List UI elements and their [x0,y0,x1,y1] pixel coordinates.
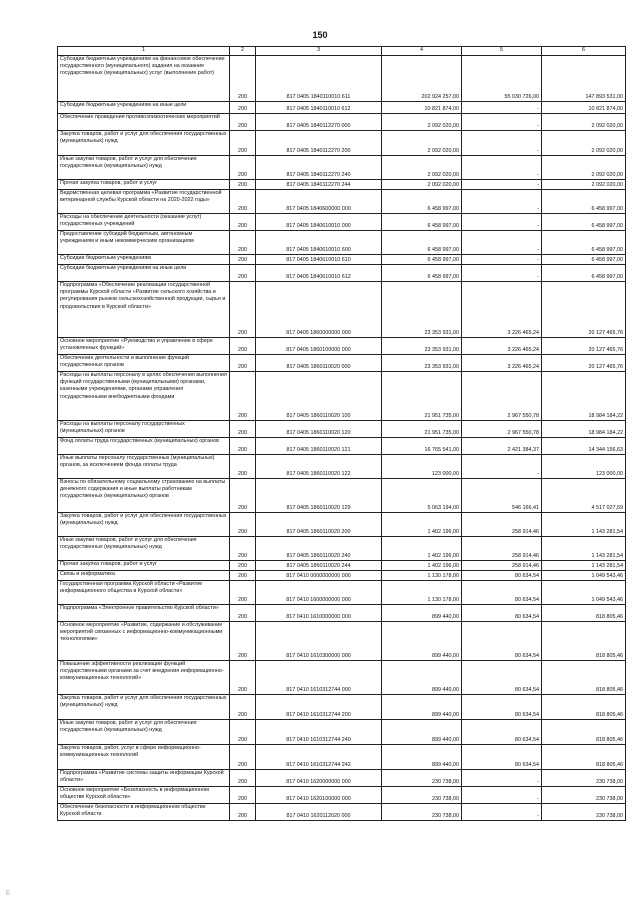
table-row [58,255,626,265]
row-executed-amount-cell: 258 914,46 [462,537,542,561]
table-row [58,804,626,821]
row-line-code-cell: 200 [230,695,256,720]
row-classification-cell: 817 0405 1840110010 612 [256,102,382,114]
row-line-code-cell: 200 [230,56,256,102]
row-line-code-cell: 200 [230,438,256,455]
row-line-code-cell: 200 [230,180,256,190]
row-line-code-cell: 200 [230,571,256,581]
row-classification-cell: 817 0410 1610000000 000 [256,605,382,622]
row-executed-amount-cell: 80 634,54 [462,661,542,695]
table-row [58,605,626,622]
row-classification-cell: 817 0405 1860110020 100 [256,372,382,421]
table-row [58,56,626,102]
row-line-code-cell: 200 [230,581,256,605]
row-classification-cell: 817 0405 1860000000 000 [256,282,382,338]
table-row [58,156,626,180]
row-classification-cell: 817 0405 1860110020 244 [256,561,382,571]
row-remaining-amount-cell: 818 805,46 [542,720,626,745]
row-classification-cell: 817 0405 1840610010 000 [256,214,382,231]
row-classification-cell: 817 0405 1860110020 129 [256,479,382,513]
table-row [58,661,626,695]
row-approved-amount-cell: 1 130 178,00 [382,571,462,581]
row-remaining-amount-cell: 6 458 997,00 [542,190,626,214]
row-approved-amount-cell: 6 458 997,00 [382,190,462,214]
row-name-cell: Закупка товаров, работ и услуг для обеспечения государственных (муниципальных) нужд [58,695,230,720]
row-name-cell: Повышение эффективности реализации функций государственными органами за счет внедрения информационно-коммуникационных технологий» [58,661,230,695]
table-row [58,695,626,720]
row-executed-amount-cell: - [462,255,542,265]
table-row [58,537,626,561]
row-executed-amount-cell: - [462,265,542,282]
row-name-cell: Основное мероприятие «Развитие, содержание и обслуживание мероприятий связанных с информационно-коммуникационными технологиями» [58,622,230,661]
row-line-code-cell: 200 [230,421,256,438]
row-name-cell: Подпрограмма «Развитие системы защиты информации Курской области» [58,770,230,787]
row-executed-amount-cell: 2 967 550,78 [462,421,542,438]
row-name-cell: Обеспечение безопасности в информационном обществе Курской области [58,804,230,821]
row-line-code-cell: 200 [230,190,256,214]
row-executed-amount-cell: - [462,455,542,479]
row-classification-cell: 817 0410 1610312744 242 [256,745,382,770]
row-executed-amount-cell: - [462,131,542,156]
row-name-cell: Закупка товаров, работ и услуг для обеспечения государственных (муниципальных) нужд [58,513,230,537]
row-name-cell: Связь и информатика [58,571,230,581]
row-name-cell: Фонд оплаты труда государственных (муниципальных) органов [58,438,230,455]
row-line-code-cell: 200 [230,282,256,338]
row-executed-amount-cell: - [462,190,542,214]
column-header: 2 [230,47,256,56]
row-classification-cell: 817 0405 1840600000 000 [256,190,382,214]
row-approved-amount-cell: 2 092 020,00 [382,180,462,190]
row-remaining-amount-cell: 6 458 997,00 [542,265,626,282]
row-name-cell: Субсидии бюджетным учреждениям на иные цели [58,265,230,282]
row-line-code-cell: 200 [230,102,256,114]
row-executed-amount-cell: - [462,156,542,180]
row-line-code-cell: 200 [230,720,256,745]
row-approved-amount-cell: 21 951 735,00 [382,372,462,421]
row-name-cell: Расходы на выплаты персоналу государственных (муниципальных) органов [58,421,230,438]
row-executed-amount-cell: - [462,804,542,821]
row-approved-amount-cell: 6 458 997,00 [382,255,462,265]
row-executed-amount-cell: 3 226 465,24 [462,282,542,338]
column-header: 4 [382,47,462,56]
row-name-cell: Ведомственная целевая программа «Развитие государственной ветеринарной службы Курской области на 2020-2022 годы» [58,190,230,214]
row-line-code-cell: 200 [230,537,256,561]
row-classification-cell: 817 0405 1860110020 200 [256,513,382,537]
table-row [58,770,626,787]
row-line-code-cell: 200 [230,479,256,513]
row-line-code-cell: 200 [230,661,256,695]
row-approved-amount-cell: 2 092 020,00 [382,156,462,180]
table-row [58,372,626,421]
row-name-cell: Подпрограмма «Обеспечение реализации государственной программы Курской области «Развитие сельского хозяйства и регулирования рынков сельскохозяйственной продукции, сырья и продовольствия в Курской области» [58,282,230,338]
row-approved-amount-cell: 230 738,00 [382,770,462,787]
row-classification-cell: 817 0405 1860100000 000 [256,338,382,355]
table-row [58,513,626,537]
row-remaining-amount-cell: 818 805,46 [542,695,626,720]
row-executed-amount-cell: 2 421 384,37 [462,438,542,455]
row-line-code-cell: 200 [230,265,256,282]
table-row [58,190,626,214]
row-classification-cell: 817 0405 1840112270 240 [256,156,382,180]
row-name-cell: Прочая закупка товаров, работ и услуг [58,180,230,190]
table-row [58,720,626,745]
row-name-cell: Закупка товаров, работ, услуг в сфере информационно-коммуникационных технологий [58,745,230,770]
row-classification-cell: 817 0410 1610312744 200 [256,695,382,720]
row-approved-amount-cell: 1 402 196,00 [382,537,462,561]
row-classification-cell: 817 0410 0000000000 000 [256,571,382,581]
row-approved-amount-cell: 10 821 874,00 [382,102,462,114]
row-approved-amount-cell: 6 458 997,00 [382,265,462,282]
row-classification-cell: 817 0405 1840112270 200 [256,131,382,156]
table-row [58,214,626,231]
row-classification-cell: 817 0405 1840610010 610 [256,255,382,265]
row-name-cell: Основное мероприятие «Безопасность в информационном обществе Курской области» [58,787,230,804]
row-remaining-amount-cell: 6 458 997,00 [542,231,626,255]
row-approved-amount-cell: 6 458 997,00 [382,214,462,231]
row-classification-cell: 817 0405 1860110020 240 [256,537,382,561]
row-line-code-cell: 200 [230,355,256,372]
row-executed-amount-cell: - [462,787,542,804]
bottom-mark: Е [6,891,11,897]
table-row [58,231,626,255]
row-line-code-cell: 200 [230,622,256,661]
table-row [58,114,626,131]
row-remaining-amount-cell: 818 805,46 [542,622,626,661]
row-classification-cell: 817 0405 1840112270 244 [256,180,382,190]
row-executed-amount-cell: - [462,770,542,787]
row-name-cell: Прочая закупка товаров, работ и услуг [58,561,230,571]
row-line-code-cell: 200 [230,156,256,180]
table-row [58,622,626,661]
table-row [58,581,626,605]
row-remaining-amount-cell: 818 805,46 [542,745,626,770]
row-approved-amount-cell: 899 440,00 [382,661,462,695]
column-header: 1 [58,47,230,56]
row-executed-amount-cell: - [462,114,542,131]
column-header: 6 [542,47,626,56]
row-classification-cell: 817 0410 1610312744 000 [256,661,382,695]
page-number: 150 [312,30,328,40]
row-executed-amount-cell: - [462,180,542,190]
row-remaining-amount-cell: 1 143 281,54 [542,561,626,571]
table-row [58,338,626,355]
row-remaining-amount-cell: 2 092 020,00 [542,114,626,131]
row-remaining-amount-cell: 2 092 020,00 [542,156,626,180]
row-remaining-amount-cell: 20 127 465,76 [542,338,626,355]
row-remaining-amount-cell: 14 344 156,63 [542,438,626,455]
row-remaining-amount-cell: 20 127 465,76 [542,355,626,372]
row-remaining-amount-cell: 230 738,00 [542,787,626,804]
row-line-code-cell: 200 [230,770,256,787]
row-classification-cell: 817 0410 1620000000 000 [256,770,382,787]
row-remaining-amount-cell: 2 092 020,00 [542,131,626,156]
row-executed-amount-cell: - [462,102,542,114]
row-executed-amount-cell: 80 634,54 [462,581,542,605]
row-executed-amount-cell: 3 226 465,24 [462,355,542,372]
row-approved-amount-cell: 230 738,00 [382,804,462,821]
row-line-code-cell: 200 [230,131,256,156]
row-name-cell: Подпрограмма «Электронное правительство Курской области» [58,605,230,622]
row-remaining-amount-cell: 1 049 543,46 [542,581,626,605]
row-executed-amount-cell: 80 634,54 [462,695,542,720]
row-executed-amount-cell: 546 166,41 [462,479,542,513]
row-classification-cell: 817 0405 1840110010 611 [256,56,382,102]
column-header: 3 [256,47,382,56]
table-row [58,455,626,479]
row-approved-amount-cell: 21 951 735,00 [382,421,462,438]
row-remaining-amount-cell: 818 805,46 [542,605,626,622]
row-remaining-amount-cell: 18 984 184,22 [542,372,626,421]
row-classification-cell: 817 0410 1610312744 240 [256,720,382,745]
row-remaining-amount-cell: 18 984 184,22 [542,421,626,438]
row-line-code-cell: 200 [230,787,256,804]
row-executed-amount-cell: 55 030 726,00 [462,56,542,102]
row-approved-amount-cell: 1 402 196,00 [382,513,462,537]
row-approved-amount-cell: 1 130 178,00 [382,581,462,605]
row-line-code-cell: 200 [230,804,256,821]
row-remaining-amount-cell: 230 738,00 [542,770,626,787]
row-classification-cell: 817 0410 1620112020 000 [256,804,382,821]
row-line-code-cell: 200 [230,214,256,231]
row-name-cell: Основное мероприятие «Руководство и управление в сфере установленных функций» [58,338,230,355]
row-approved-amount-cell: 899 440,00 [382,622,462,661]
row-executed-amount-cell: 80 634,54 [462,605,542,622]
row-remaining-amount-cell: 4 517 027,59 [542,479,626,513]
row-approved-amount-cell: 899 440,00 [382,745,462,770]
row-remaining-amount-cell: 2 092 020,00 [542,180,626,190]
row-name-cell: Расходы на выплаты персоналу в целях обеспечения выполнения функций государственными (муниципальными) органами, казенными учреждениями, органами управления государственными внебюджетными фондами [58,372,230,421]
row-executed-amount-cell: - [462,214,542,231]
column-header: 5 [462,47,542,56]
row-remaining-amount-cell: 6 458 997,00 [542,255,626,265]
row-classification-cell: 817 0410 1610300000 000 [256,622,382,661]
row-line-code-cell: 200 [230,745,256,770]
row-executed-amount-cell: 80 634,54 [462,622,542,661]
table-row [58,561,626,571]
row-classification-cell: 817 0405 1860110020 120 [256,421,382,438]
row-approved-amount-cell: 202 924 257,00 [382,56,462,102]
row-remaining-amount-cell: 1 143 281,54 [542,513,626,537]
row-line-code-cell: 200 [230,114,256,131]
row-approved-amount-cell: 6 458 997,00 [382,231,462,255]
row-name-cell: Субсидии бюджетным учреждениям на иные цели [58,102,230,114]
table-row [58,355,626,372]
row-approved-amount-cell: 5 063 194,00 [382,479,462,513]
row-line-code-cell: 200 [230,255,256,265]
table-header-row [58,47,626,56]
row-classification-cell: 817 0410 1620100000 000 [256,787,382,804]
row-executed-amount-cell: 258 914,46 [462,513,542,537]
row-approved-amount-cell: 16 765 541,00 [382,438,462,455]
table-body [58,56,626,821]
row-name-cell: Иные выплаты персоналу государственных (муниципальных) органов, за исключением фонда оплаты труда [58,455,230,479]
row-approved-amount-cell: 2 092 020,00 [382,114,462,131]
row-remaining-amount-cell: 1 049 543,46 [542,571,626,581]
row-executed-amount-cell: 2 967 550,78 [462,372,542,421]
row-approved-amount-cell: 23 353 931,00 [382,355,462,372]
row-classification-cell: 817 0405 1860110020 000 [256,355,382,372]
row-line-code-cell: 200 [230,372,256,421]
table-row [58,131,626,156]
row-name-cell: Предоставление субсидий бюджетным, автономным учреждениям и иным некоммерческим организациям [58,231,230,255]
row-approved-amount-cell: 2 092 020,00 [382,131,462,156]
row-remaining-amount-cell: 1 143 281,54 [542,537,626,561]
row-approved-amount-cell: 23 353 931,00 [382,282,462,338]
row-classification-cell: 817 0405 1860110020 121 [256,438,382,455]
row-remaining-amount-cell: 230 738,00 [542,804,626,821]
row-name-cell: Обеспечение деятельности и выполнение функций государственных органов [58,355,230,372]
row-approved-amount-cell: 230 738,00 [382,787,462,804]
row-name-cell: Государственная программа Курской области «Развитие информационного общества в Курской области» [58,581,230,605]
row-name-cell: Иные закупки товаров, работ и услуг для обеспечения государственных (муниципальных) нужд [58,720,230,745]
row-classification-cell: 817 0405 1860110020 122 [256,455,382,479]
row-remaining-amount-cell: 6 458 997,00 [542,214,626,231]
row-executed-amount-cell: 80 634,54 [462,571,542,581]
table-row [58,479,626,513]
row-line-code-cell: 200 [230,455,256,479]
row-line-code-cell: 200 [230,605,256,622]
row-approved-amount-cell: 899 440,00 [382,695,462,720]
row-remaining-amount-cell: 818 805,46 [542,661,626,695]
row-approved-amount-cell: 123 000,00 [382,455,462,479]
row-remaining-amount-cell: 147 893 531,00 [542,56,626,102]
table-row [58,180,626,190]
row-executed-amount-cell: 80 634,54 [462,745,542,770]
table-row [58,745,626,770]
row-executed-amount-cell: 3 226 465,24 [462,338,542,355]
row-remaining-amount-cell: 123 000,00 [542,455,626,479]
row-classification-cell: 817 0410 1600000000 000 [256,581,382,605]
row-remaining-amount-cell: 20 127 465,76 [542,282,626,338]
row-name-cell: Расходы на обеспечение деятельности (оказание услуг) государственных учреждений [58,214,230,231]
table-row [58,787,626,804]
row-line-code-cell: 200 [230,561,256,571]
row-executed-amount-cell: 258 914,46 [462,561,542,571]
row-line-code-cell: 200 [230,513,256,537]
table-row [58,421,626,438]
budget-table [57,46,626,821]
row-name-cell: Иные закупки товаров, работ и услуг для обеспечения государственных (муниципальных) нужд [58,537,230,561]
table-row [58,265,626,282]
table-row [58,282,626,338]
row-approved-amount-cell: 23 353 931,00 [382,338,462,355]
table-row [58,438,626,455]
row-executed-amount-cell: 80 634,54 [462,720,542,745]
row-name-cell: Субсидии бюджетным учреждениям [58,255,230,265]
row-classification-cell: 817 0405 1840610010 612 [256,265,382,282]
table-row [58,571,626,581]
row-executed-amount-cell: - [462,231,542,255]
table-row [58,102,626,114]
row-line-code-cell: 200 [230,338,256,355]
row-name-cell: Взносы по обязательному социальному страхованию на выплаты денежного содержания и иные выплаты работникам государственных (муниципальных) органов [58,479,230,513]
row-classification-cell: 817 0405 1840610010 600 [256,231,382,255]
row-name-cell: Закупка товаров, работ и услуг для обеспечения государственных (муниципальных) нужд [58,131,230,156]
row-approved-amount-cell: 1 402 196,00 [382,561,462,571]
row-name-cell: Иные закупки товаров, работ и услуг для обеспечения государственных (муниципальных) нужд [58,156,230,180]
row-line-code-cell: 200 [230,231,256,255]
row-approved-amount-cell: 899 440,00 [382,720,462,745]
row-remaining-amount-cell: 10 821 874,00 [542,102,626,114]
row-classification-cell: 817 0405 1840112270 000 [256,114,382,131]
row-approved-amount-cell: 899 440,00 [382,605,462,622]
row-name-cell: Субсидии бюджетным учреждениям на финансовое обеспечение государственного (муниципального) задания на оказание государственных (муниципальных) услуг (выполнение работ) [58,56,230,102]
row-name-cell: Обеспечение проведения противоэпизоотических мероприятий [58,114,230,131]
